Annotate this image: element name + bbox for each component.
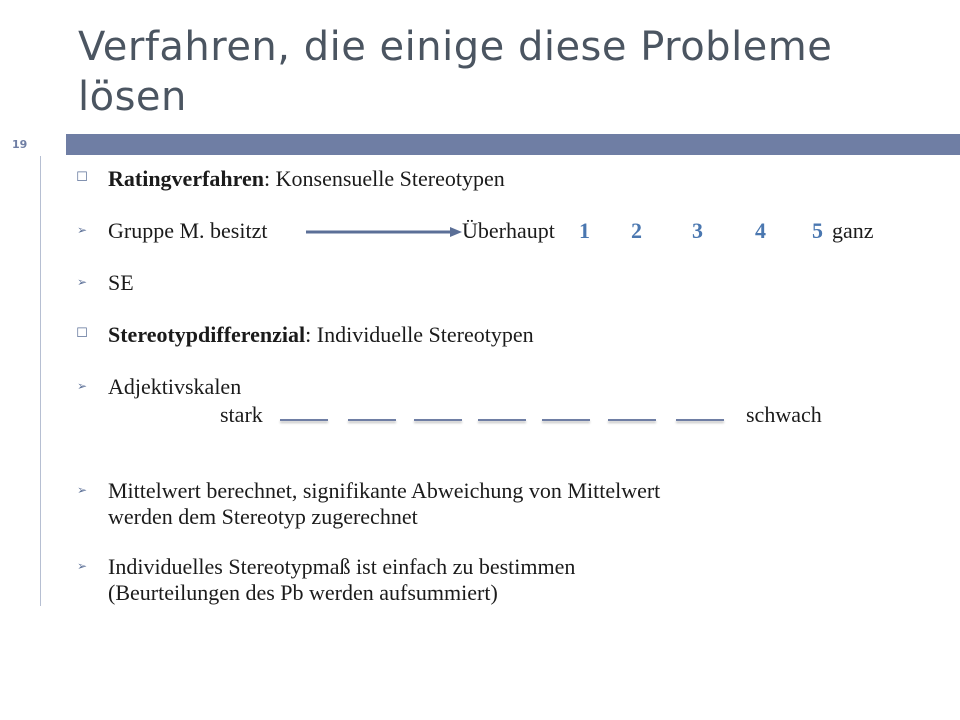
item-bold: Stereotypdifferenzial	[108, 322, 306, 347]
list-item	[72, 374, 952, 434]
arrowhead-icon: ➢	[76, 223, 88, 237]
rating-blank	[280, 419, 328, 421]
side-rule	[40, 156, 41, 606]
checkbox-icon: ☐	[76, 326, 88, 341]
item-text-line: (Beurteilungen des Pb werden aufsummiert)	[108, 580, 498, 605]
arrowhead-icon: ➢	[76, 275, 88, 289]
scale-value: 4	[755, 218, 766, 243]
slide-number: 19	[12, 138, 28, 151]
rating-blank	[608, 419, 656, 421]
rating-blank	[478, 419, 526, 421]
arrowhead-icon: ➢	[76, 483, 88, 497]
item-text-line: werden dem Stereotyp zugerechnet	[108, 504, 418, 529]
item-text: SE	[108, 270, 134, 295]
header-rule-bar	[66, 134, 960, 155]
slide-title: Verfahren, die einige diese Probleme lösen	[78, 24, 833, 120]
scale-right-pole: schwach	[746, 402, 822, 427]
rating-blank	[542, 419, 590, 421]
item-text-line: Mittelwert berechnet, signifikante Abweichung von Mittelwert	[108, 478, 661, 503]
arrowhead-icon: ➢	[76, 379, 88, 393]
rating-blank	[676, 419, 724, 421]
arrow-icon	[304, 224, 464, 240]
arrowhead-icon: ➢	[76, 559, 88, 573]
item-text: : Individuelle Stereotypen	[305, 322, 534, 347]
scale-right-label: ganz	[832, 218, 874, 243]
item-bold: Ratingverfahren	[108, 166, 265, 191]
scale-value: 2	[631, 218, 642, 243]
item-text-line: Individuelles Stereotypmaß ist einfach zu bestimmen	[108, 554, 576, 579]
scale-left-label: Überhaupt	[462, 218, 555, 243]
item-text: Gruppe M. besitzt	[108, 218, 268, 243]
checkbox-icon: ☐	[76, 170, 88, 185]
item-text: : Konsensuelle Stereotypen	[264, 166, 505, 191]
scale-left-pole: stark	[220, 402, 263, 427]
scale-value: 3	[692, 218, 703, 243]
scale-value: 1	[579, 218, 590, 243]
rating-blank	[414, 419, 462, 421]
item-text: Adjektivskalen	[108, 374, 242, 399]
scale-value: 5	[812, 218, 823, 243]
rating-blank	[348, 419, 396, 421]
